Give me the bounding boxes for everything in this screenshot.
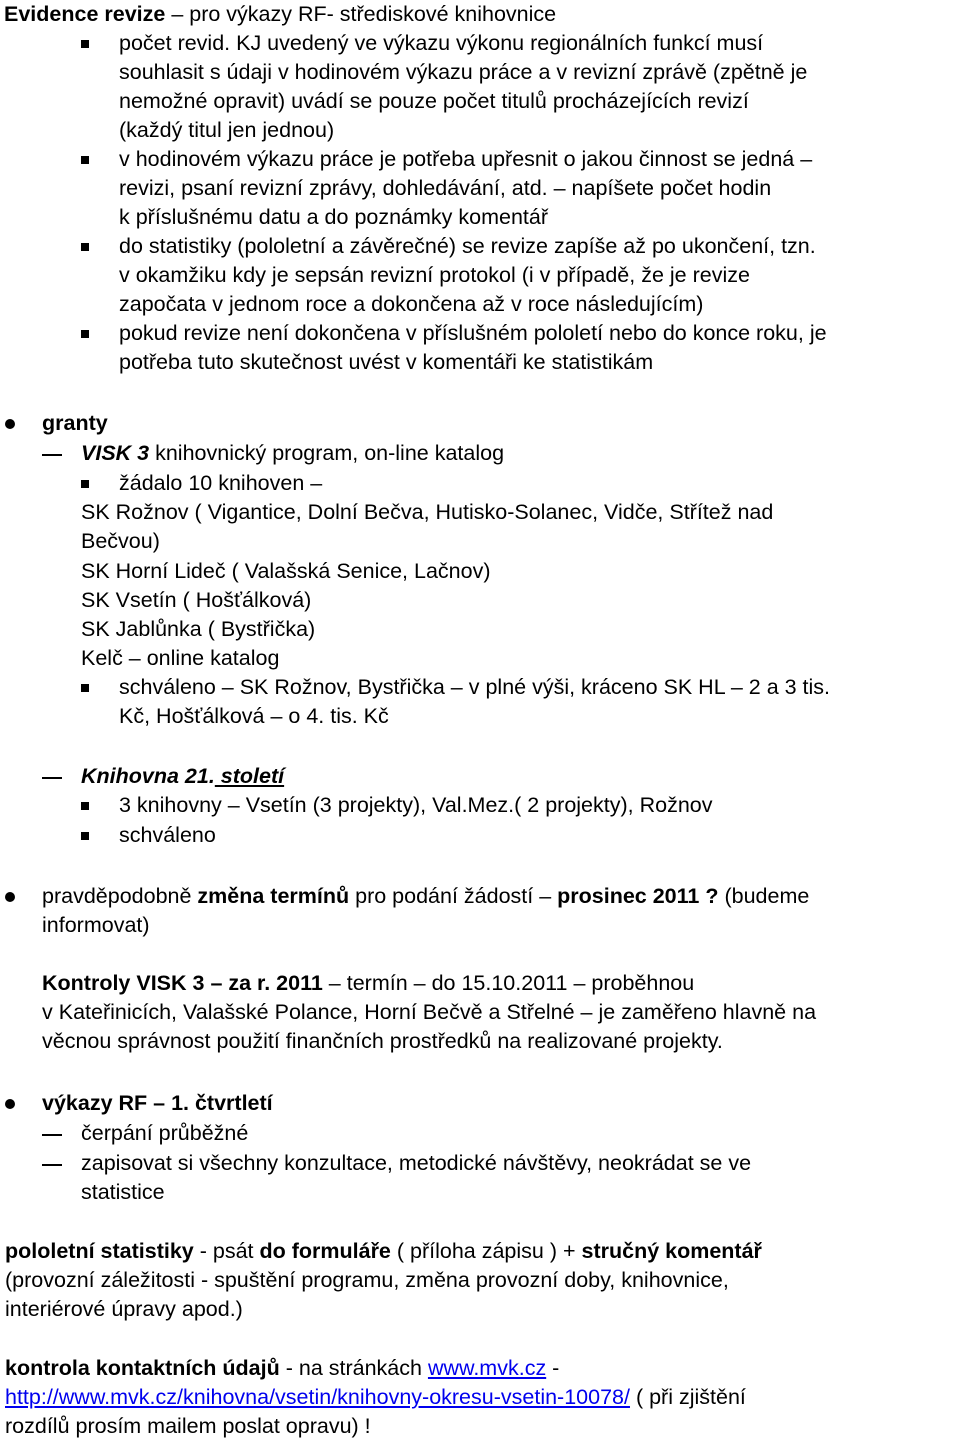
revize-item-3-line-3: započata v jednom roce a dokončena až v roce následujícím) bbox=[119, 292, 704, 316]
heading-evidence-revize bbox=[4, 0, 556, 29]
revize-item-3-line-2: v okamžiku kdy je sepsán revizní protokol (i v případě, že je revize bbox=[119, 263, 750, 287]
revize-item-4-line-2: potřeba tuto skutečnost uvést v komentáři ke statistikám bbox=[119, 350, 654, 374]
pololetni-b3: stručný komentář bbox=[581, 1239, 762, 1263]
revize-item-1-line-2: souhlasit s údaji v hodinovém výkazu práce a v revizní zprávě (zpětně je bbox=[119, 60, 808, 84]
vykazy-item-1: čerpání průběžné bbox=[81, 1121, 249, 1145]
square-bullet-icon bbox=[81, 156, 89, 164]
pololetni-t1: - psát bbox=[193, 1239, 260, 1263]
zmena-t4: prosinec 2011 ? bbox=[557, 884, 719, 908]
visk3-lib-6: Kelč – online katalog bbox=[81, 646, 280, 670]
visk3-lib-4: SK Vsetín ( Hošťálková) bbox=[81, 588, 312, 612]
square-bullet-icon bbox=[81, 243, 89, 251]
kontroly-line-3: věcnou správnost použití finančních prostředků na realizované projekty. bbox=[42, 1029, 723, 1053]
mvk-link[interactable]: www.mvk.cz bbox=[427, 1356, 547, 1380]
square-bullet-icon bbox=[81, 684, 89, 692]
dash-bullet-icon bbox=[42, 454, 62, 456]
kontroly-line-2: v Kateřinicích, Valašské Polance, Horní Bečvě a Střelné – je zaměřeno hlavně na bbox=[42, 1000, 817, 1024]
revize-item-3-line-1: do statistiky (pololetní a závěrečné) se revize zapíše až po ukončení, tzn. bbox=[119, 234, 816, 258]
vykazy-item-2-line-2: statistice bbox=[81, 1180, 165, 1204]
visk3-lib-1: SK Rožnov ( Vigantice, Dolní Bečva, Hutisko-Solanec, Vidče, Střítež nad bbox=[81, 500, 774, 524]
granty-title: granty bbox=[42, 411, 108, 435]
zmena-t1: pravděpodobně bbox=[42, 884, 198, 908]
zmena-t5: (budeme bbox=[718, 884, 810, 908]
kontrola-line-2 bbox=[5, 1383, 746, 1412]
revize-item-2-line-3: k příslušnému datu a do poznámky komentář bbox=[119, 205, 549, 229]
kontroly-bold: Kontroly VISK 3 – za r. 2011 bbox=[42, 971, 323, 995]
kontrola-line-1 bbox=[5, 1354, 559, 1383]
revize-item-1-line-4: (každý titul jen jednou) bbox=[119, 118, 335, 142]
knihovna21-item-1: 3 knihovny – Vsetín (3 projekty), Val.Mez.( 2 projekty), Rožnov bbox=[119, 793, 713, 817]
visk3-lib-2: Bečvou) bbox=[81, 529, 160, 553]
kontrola-bold: kontrola kontaktních údajů bbox=[5, 1356, 280, 1380]
visk3-desc: knihovnický program, on-line katalog bbox=[149, 441, 505, 465]
mvk-vsetin-link[interactable]: http://www.mvk.cz/knihovna/vsetin/knihovny-okresu-vsetin-10078/ bbox=[5, 1385, 630, 1409]
knihovna21-name-a: Knihovna 21. bbox=[81, 764, 215, 788]
pololetni-b1: pololetní statistiky bbox=[5, 1239, 194, 1263]
visk3-line bbox=[81, 439, 504, 468]
heading-bold: Evidence revize bbox=[4, 2, 166, 26]
dash-bullet-icon bbox=[42, 1134, 62, 1136]
vykazy-title: výkazy RF – 1. čtvrtletí bbox=[42, 1091, 273, 1115]
heading-rest: – pro výkazy RF- střediskové knihovnice bbox=[165, 2, 557, 26]
kontrola-t2: - bbox=[546, 1356, 560, 1380]
revize-item-2-line-2: revizi, psaní revizní zprávy, dohledávání, atd. – napíšete počet hodin bbox=[119, 176, 772, 200]
revize-item-2-line-1: v hodinovém výkazu práce je potřeba upřesnit o jakou činnost se jedná – bbox=[119, 147, 813, 171]
square-bullet-icon bbox=[81, 480, 89, 488]
zmena-line-2: informovat) bbox=[42, 913, 150, 937]
kontrola-t3: ( při zjištění bbox=[629, 1385, 746, 1409]
pololetni-line-3: interiérové úpravy apod.) bbox=[5, 1297, 243, 1321]
vykazy-item-2-line-1: zapisovat si všechny konzultace, metodické návštěvy, neokrádat se ve bbox=[81, 1151, 752, 1175]
revize-item-1-line-3: nemožné opravit) uvádí se pouze počet titulů procházejících revizí bbox=[119, 89, 749, 113]
visk3-schvaleno-line-1: schváleno – SK Rožnov, Bystřička – v plné výši, kráceno SK HL – 2 a 3 tis. bbox=[119, 675, 831, 699]
visk3-name: VISK 3 bbox=[81, 441, 150, 465]
zmena-line-1 bbox=[42, 882, 809, 911]
zmena-t2: změna termínů bbox=[197, 884, 350, 908]
revize-item-1-line-1: počet revid. KJ uvedený ve výkazu výkonu regionálních funkcí musí bbox=[119, 31, 764, 55]
kontrola-line-3: rozdílů prosím mailem poslat opravu) ! bbox=[5, 1414, 371, 1438]
square-bullet-icon bbox=[81, 832, 89, 840]
round-bullet-icon bbox=[5, 1099, 15, 1109]
square-bullet-icon bbox=[81, 40, 89, 48]
zmena-t3: pro podání žádostí – bbox=[349, 884, 558, 908]
pololetni-line-1 bbox=[5, 1237, 762, 1266]
square-bullet-icon bbox=[81, 330, 89, 338]
pololetni-b2: do formuláře bbox=[259, 1239, 391, 1263]
knihovna21-title bbox=[81, 762, 284, 791]
knihovna21-item-2: schváleno bbox=[119, 823, 216, 847]
square-bullet-icon bbox=[81, 802, 89, 810]
kontroly-line-1 bbox=[42, 969, 694, 998]
pololetni-t2: ( příloha zápisu ) + bbox=[390, 1239, 582, 1263]
dash-bullet-icon bbox=[42, 1164, 62, 1166]
kontroly-rest: – termín – do 15.10.2011 – proběhnou bbox=[322, 971, 695, 995]
knihovna21-name-b: století bbox=[214, 764, 285, 788]
visk3-zadalo: žádalo 10 knihoven – bbox=[119, 471, 323, 495]
visk3-schvaleno-line-2: Kč, Hošťálková – o 4. tis. Kč bbox=[119, 704, 389, 728]
dash-bullet-icon bbox=[42, 777, 62, 779]
revize-item-4-line-1: pokud revize není dokončena v příslušném pololetí nebo do konce roku, je bbox=[119, 321, 827, 345]
round-bullet-icon bbox=[5, 419, 15, 429]
kontrola-t1: - na stránkách bbox=[279, 1356, 428, 1380]
visk3-lib-3: SK Horní Lideč ( Valašská Senice, Lačnov) bbox=[81, 559, 491, 583]
pololetni-line-2: (provozní záležitosti - spuštění programu, změna provozní doby, knihovnice, bbox=[5, 1268, 729, 1292]
round-bullet-icon bbox=[5, 892, 15, 902]
visk3-lib-5: SK Jablůnka ( Bystřička) bbox=[81, 617, 316, 641]
